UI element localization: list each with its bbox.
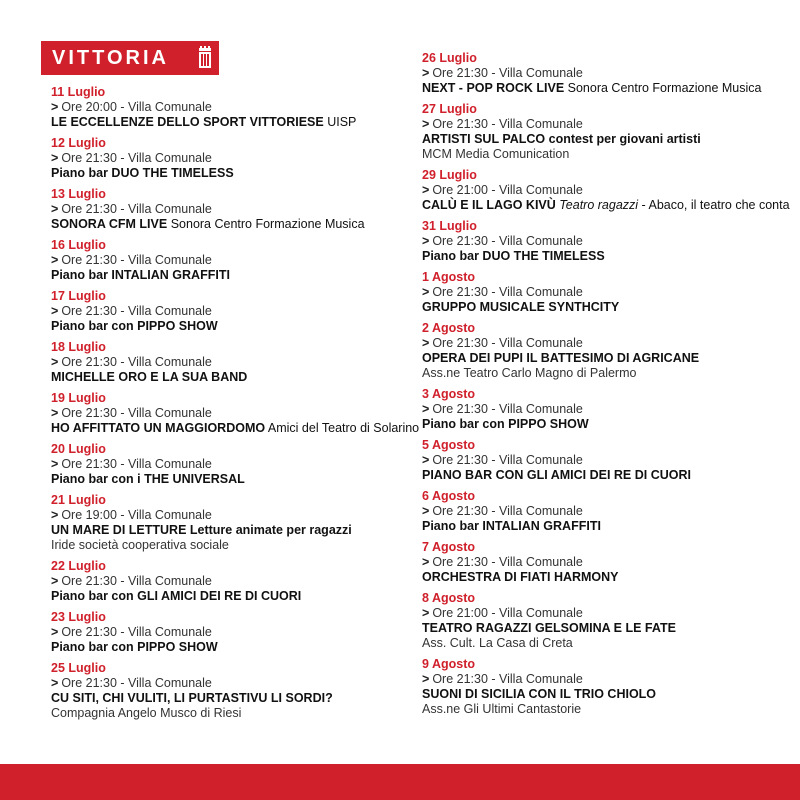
arrow-icon: >: [51, 574, 59, 588]
event-time-location: [422, 336, 782, 351]
event-time-location: [51, 304, 396, 319]
event-item: [51, 187, 396, 232]
event-organizer: Ass. Cult. La Casa di Creta: [422, 636, 573, 650]
event-title: [422, 468, 782, 483]
event-date: 16 Luglio: [51, 238, 106, 252]
event-title-text: UN MARE DI LETTURE Letture animate per ragazzi: [51, 523, 352, 537]
event-title-text: NEXT - POP ROCK LIVE: [422, 81, 565, 95]
event-item: [51, 136, 396, 181]
event-title-text: Piano bar INTALIAN GRAFFITI: [422, 519, 601, 533]
event-date: 1 Agosto: [422, 270, 476, 284]
event-item: [51, 85, 396, 130]
event-time-text: Ore 21:30 - Villa Comunale: [61, 202, 212, 216]
event-note: Sonora Centro Formazione Musica: [170, 217, 365, 231]
event-date: 20 Luglio: [51, 442, 106, 456]
event-date: 21 Luglio: [51, 493, 106, 507]
event-time-location: [422, 555, 782, 570]
event-date: 26 Luglio: [422, 51, 477, 65]
event-date: 31 Luglio: [422, 219, 477, 233]
event-date: 27 Luglio: [422, 102, 477, 116]
event-time-text: Ore 21:30 - Villa Comunale: [61, 457, 212, 471]
event-title-text: ARTISTI SUL PALCO contest per giovani artisti: [422, 132, 701, 146]
event-title-text: CU SITI, CHI VULITI, LI PURTASTIVU LI SORDI?: [51, 691, 333, 705]
event-title-text: Piano bar con PIPPO SHOW: [422, 417, 589, 431]
event-time-text: Ore 21:30 - Villa Comunale: [432, 234, 583, 248]
event-title: [422, 249, 782, 264]
event-title: [51, 319, 396, 334]
event-date: 17 Luglio: [51, 289, 106, 303]
event-time-text: Ore 21:30 - Villa Comunale: [432, 672, 583, 686]
event-date: 8 Agosto: [422, 591, 476, 605]
arrow-icon: >: [422, 234, 430, 248]
event-title: [51, 217, 396, 232]
event-time-location: [422, 672, 782, 687]
event-date: 5 Agosto: [422, 438, 476, 452]
event-date: 6 Agosto: [422, 489, 476, 503]
event-title: [51, 268, 396, 283]
event-title-text: ORCHESTRA DI FIATI HARMONY: [422, 570, 619, 584]
event-time-location: [51, 355, 396, 370]
event-item: [51, 238, 396, 283]
event-time-text: Ore 20:00 - Villa Comunale: [61, 100, 212, 114]
event-time-location: [51, 406, 396, 421]
event-time-location: [422, 453, 782, 468]
event-title: [422, 198, 790, 213]
event-date: 29 Luglio: [422, 168, 477, 182]
event-time-text: Ore 21:30 - Villa Comunale: [432, 402, 583, 416]
event-note: UISP: [327, 115, 357, 129]
event-title: [51, 523, 396, 538]
footer-bar: [0, 764, 800, 800]
event-title: [51, 472, 396, 487]
event-title-text: SUONI DI SICILIA CON IL TRIO CHIOLO: [422, 687, 657, 701]
event-time-text: Ore 21:30 - Villa Comunale: [432, 555, 583, 569]
event-organizer: MCM Media Comunication: [422, 147, 570, 161]
arrow-icon: >: [422, 117, 430, 131]
event-title-text: Piano bar DUO THE TIMELESS: [51, 166, 234, 180]
event-time-location: [422, 402, 782, 417]
event-time-text: Ore 21:30 - Villa Comunale: [61, 574, 212, 588]
event-time-text: Ore 21:30 - Villa Comunale: [432, 336, 583, 350]
event-time-location: [51, 676, 396, 691]
arrow-icon: >: [422, 183, 430, 197]
event-date: 9 Agosto: [422, 657, 476, 671]
arrow-icon: >: [422, 606, 430, 620]
event-item: [422, 489, 782, 534]
arrow-icon: >: [51, 355, 59, 369]
event-item: [422, 219, 782, 264]
event-time-location: [51, 574, 396, 589]
arrow-icon: >: [51, 202, 59, 216]
event-time-location: [422, 117, 782, 132]
arrow-icon: >: [422, 402, 430, 416]
event-title: [51, 421, 420, 436]
event-title: [51, 640, 396, 655]
event-title: [422, 687, 782, 702]
arrow-icon: >: [422, 336, 430, 350]
event-title-text: PIANO BAR CON GLI AMICI DEI RE DI CUORI: [422, 468, 691, 482]
event-title-text: Piano bar INTALIAN GRAFFITI: [51, 268, 230, 282]
event-item: [422, 321, 782, 381]
event-title: [51, 370, 396, 385]
event-date: 23 Luglio: [51, 610, 106, 624]
event-date: 22 Luglio: [51, 559, 106, 573]
event-organizer: Iride società cooperativa sociale: [51, 538, 229, 552]
event-item: [422, 102, 782, 162]
event-organizer: Compagnia Angelo Musco di Riesi: [51, 706, 242, 720]
arrow-icon: >: [51, 151, 59, 165]
event-item: [51, 289, 396, 334]
event-time-text: Ore 21:30 - Villa Comunale: [432, 453, 583, 467]
event-title-text: Piano bar con PIPPO SHOW: [51, 640, 218, 654]
event-title-text: LE ECCELLENZE DELLO SPORT VITTORIESE: [51, 115, 324, 129]
city-title: VITTORIA: [52, 47, 169, 69]
event-note-extra: - Abaco, il teatro che conta: [641, 198, 790, 212]
arrow-icon: >: [422, 555, 430, 569]
event-title: [51, 589, 396, 604]
event-title-text: GRUPPO MUSICALE SYNTHCITY: [422, 300, 620, 314]
event-organizer: Ass.ne Teatro Carlo Magno di Palermo: [422, 366, 637, 380]
event-time-location: [51, 253, 396, 268]
event-title: [51, 691, 396, 706]
city-emblem-icon: [198, 46, 212, 70]
events-column-right: [422, 51, 790, 723]
arrow-icon: >: [422, 672, 430, 686]
event-item: [51, 442, 396, 487]
event-title-text: Piano bar DUO THE TIMELESS: [422, 249, 605, 263]
event-time-location: [51, 100, 396, 115]
event-time-location: [51, 457, 396, 472]
event-time-location: [422, 504, 782, 519]
event-item: [422, 387, 782, 432]
event-date: 3 Agosto: [422, 387, 476, 401]
event-title: [51, 115, 396, 130]
event-time-text: Ore 19:00 - Villa Comunale: [61, 508, 212, 522]
event-time-text: Ore 21:30 - Villa Comunale: [432, 117, 583, 131]
event-item: [422, 657, 782, 717]
event-time-text: Ore 21:30 - Villa Comunale: [61, 625, 212, 639]
event-title: [422, 621, 782, 636]
event-time-text: Ore 21:30 - Villa Comunale: [432, 66, 583, 80]
event-title: [422, 519, 782, 534]
event-time-text: Ore 21:30 - Villa Comunale: [432, 285, 583, 299]
event-title-text: SONORA CFM LIVE: [51, 217, 168, 231]
event-time-location: [51, 508, 396, 523]
event-item: [51, 610, 396, 655]
event-title-text: Piano bar con PIPPO SHOW: [51, 319, 218, 333]
event-date: 13 Luglio: [51, 187, 106, 201]
events-column-left: [51, 85, 420, 727]
event-time-text: Ore 21:00 - Villa Comunale: [432, 606, 583, 620]
event-time-text: Ore 21:30 - Villa Comunale: [61, 676, 212, 690]
event-note: Amici del Teatro di Solarino: [267, 421, 420, 435]
event-title-text: HO AFFITTATO UN MAGGIORDOMO: [51, 421, 266, 435]
event-time-text: Ore 21:30 - Villa Comunale: [61, 355, 212, 369]
event-title-text: Piano bar con GLI AMICI DEI RE DI CUORI: [51, 589, 302, 603]
event-item: [422, 168, 790, 213]
event-item: [51, 559, 396, 604]
event-title-text: Piano bar con i THE UNIVERSAL: [51, 472, 245, 486]
event-title: [51, 166, 396, 181]
event-date: 2 Agosto: [422, 321, 476, 335]
event-time-text: Ore 21:00 - Villa Comunale: [432, 183, 583, 197]
event-item: [422, 540, 782, 585]
city-header: [41, 41, 219, 75]
arrow-icon: >: [51, 625, 59, 639]
arrow-icon: >: [422, 285, 430, 299]
event-title-text: OPERA DEI PUPI IL BATTESIMO DI AGRICANE: [422, 351, 700, 365]
arrow-icon: >: [51, 457, 59, 471]
event-title: [422, 81, 782, 96]
event-note: Sonora Centro Formazione Musica: [567, 81, 762, 95]
event-time-text: Ore 21:30 - Villa Comunale: [61, 151, 212, 165]
event-time-text: Ore 21:30 - Villa Comunale: [61, 253, 212, 267]
event-item: [51, 391, 420, 436]
arrow-icon: >: [422, 66, 430, 80]
event-time-location: [422, 66, 782, 81]
event-time-text: Ore 21:30 - Villa Comunale: [432, 504, 583, 518]
event-item: [422, 591, 782, 651]
arrow-icon: >: [51, 508, 59, 522]
event-time-location: [422, 234, 782, 249]
event-time-location: [51, 625, 396, 640]
event-title-text: MICHELLE ORO E LA SUA BAND: [51, 370, 248, 384]
event-time-location: [422, 183, 782, 198]
event-time-text: Ore 21:30 - Villa Comunale: [61, 304, 212, 318]
event-date: 12 Luglio: [51, 136, 106, 150]
event-date: 7 Agosto: [422, 540, 476, 554]
arrow-icon: >: [51, 100, 59, 114]
event-title: [422, 570, 782, 585]
event-date: 19 Luglio: [51, 391, 106, 405]
event-time-location: [422, 285, 782, 300]
event-date: 11 Luglio: [51, 85, 106, 99]
arrow-icon: >: [51, 253, 59, 267]
event-date: 25 Luglio: [51, 661, 106, 675]
event-item: [422, 270, 782, 315]
event-time-text: Ore 21:30 - Villa Comunale: [61, 406, 212, 420]
event-time-location: [422, 606, 782, 621]
arrow-icon: >: [51, 676, 59, 690]
event-title: [422, 300, 782, 315]
event-item: [422, 51, 782, 96]
arrow-icon: >: [51, 304, 59, 318]
arrow-icon: >: [422, 453, 430, 467]
event-item: [422, 438, 782, 483]
event-title: [422, 417, 782, 432]
event-title-text: CALÙ E IL LAGO KIVÙ: [422, 198, 556, 212]
event-title-text: TEATRO RAGAZZI GELSOMINA E LE FATE: [422, 621, 676, 635]
event-title: [422, 351, 782, 366]
event-organizer: Ass.ne Gli Ultimi Cantastorie: [422, 702, 582, 716]
event-note: Teatro ragazzi: [559, 198, 639, 212]
event-date: 18 Luglio: [51, 340, 106, 354]
arrow-icon: >: [422, 504, 430, 518]
event-item: [51, 493, 396, 553]
arrow-icon: >: [51, 406, 59, 420]
event-time-location: [51, 151, 396, 166]
event-item: [51, 661, 396, 721]
event-time-location: [51, 202, 396, 217]
event-item: [51, 340, 396, 385]
event-title: [422, 132, 782, 147]
